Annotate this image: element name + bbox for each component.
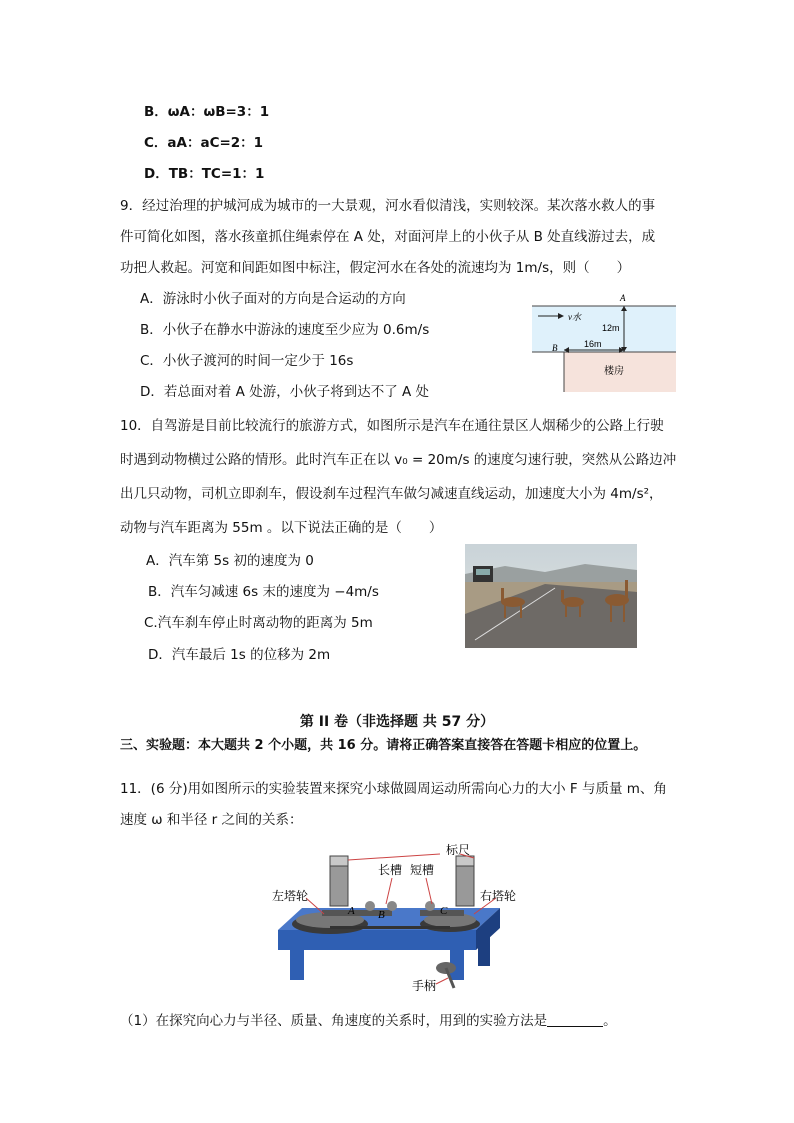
q10-stem-line1: 10．自驾游是目前比较流行的旅游方式，如图所示是汽车在通往景区人烟稀少的公路上行驶 — [120, 418, 664, 434]
q9-option-b: B．小伙子在静水中游泳的速度至少应为 0.6m/s — [140, 322, 430, 338]
q9-option-c: C．小伙子渡河的时间一定少于 16s — [140, 353, 354, 369]
label-handle: 手柄 — [412, 979, 437, 993]
v-water-label: v水 — [568, 312, 581, 322]
label-point-b: B — [378, 909, 385, 921]
answer-blank[interactable] — [547, 1012, 603, 1027]
q8-option-d: D．TB：TC=1：1 — [144, 166, 265, 182]
q11-stem-line1: 11．(6 分)用如图所示的实验装置来探究小球做圆周运动所需向心力的大小 F 与质量 m、角 — [120, 781, 667, 797]
q10-option-d: D．汽车最后 1s 的位移为 2m — [148, 647, 331, 663]
q9-stem-line2: 件可简化如图，落水孩童抓住绳索停在 A 处，对面河岸上的小伙子从 B 处直线游过去，成 — [120, 229, 656, 245]
q9-stem-line3: 功把人救起。河宽和间距如图中标注，假定河水在各处的流速均为 1m/s，则（ ） — [120, 260, 631, 276]
q9-option-a: A．游泳时小伙子面对的方向是合运动的方向 — [140, 291, 406, 307]
q10-option-a: A．汽车第 5s 初的速度为 0 — [146, 553, 314, 569]
q10-option-c: C.汽车刹车停止时离动物的距离为 5m — [144, 615, 373, 631]
building-label: 楼房 — [604, 366, 624, 377]
label-long-slot: 长槽 — [378, 863, 403, 877]
dim-16m-label: 16m — [584, 339, 602, 349]
q8-option-b: B．ωA：ωB=3：1 — [144, 104, 270, 120]
section3-heading: 三、实验题：本大题共 2 个小题，共 16 分。请将正确答案直接答在答题卡相应的位置上。 — [120, 738, 647, 753]
label-point-c: C — [440, 905, 448, 917]
q10-option-b: B．汽车匀减速 6s 末的速度为 −4m/s — [148, 584, 379, 600]
centripetal-apparatus — [270, 838, 526, 1000]
q9-option-d: D．若总面对着 A 处游，小伙子将到达不了 A 处 — [140, 384, 430, 400]
label-right-wheel: 右塔轮 — [480, 889, 517, 903]
label-point-a: A — [348, 905, 355, 917]
label-ruler: 标尺 — [446, 843, 471, 857]
road-animals-photo — [465, 544, 637, 648]
q11-sub1: （1）在探究向心力与半径、质量、角速度的关系时，用到的实验方法是 。 — [120, 1013, 617, 1029]
q11-stem-line2: 速度 ω 和半径 r 之间的关系： — [120, 812, 303, 828]
q10-stem-line3: 出几只动物，司机立即刹车，假设刹车过程汽车做匀减速直线运动，加速度大小为 4m/s²， — [120, 486, 663, 502]
label-short-slot: 短槽 — [410, 863, 435, 877]
part2-heading: 第 II 卷（非选择题 共 57 分） — [299, 714, 495, 730]
river-diagram — [532, 290, 676, 392]
point-a-label: A — [620, 293, 626, 303]
label-left-wheel: 左塔轮 — [272, 889, 309, 903]
q10-stem-line4: 动物与汽车距离为 55m 。以下说法正确的是（ ） — [120, 520, 443, 536]
dim-12m-label: 12m — [602, 323, 620, 333]
q11-sub1-text: （1）在探究向心力与半径、质量、角速度的关系时，用到的实验方法是 — [120, 1013, 548, 1029]
q9-stem-line1: 9．经过治理的护城河成为城市的一大景观，河水看似清浅，实则较深。某次落水救人的事 — [120, 198, 656, 214]
point-b-label: B — [552, 343, 558, 353]
q8-option-c: C．aA：aC=2：1 — [144, 135, 264, 151]
q10-stem-line2: 时遇到动物横过公路的情形。此时汽车正在以 v₀ = 20m/s 的速度匀速行驶，突然从公路边冲 — [120, 452, 677, 468]
